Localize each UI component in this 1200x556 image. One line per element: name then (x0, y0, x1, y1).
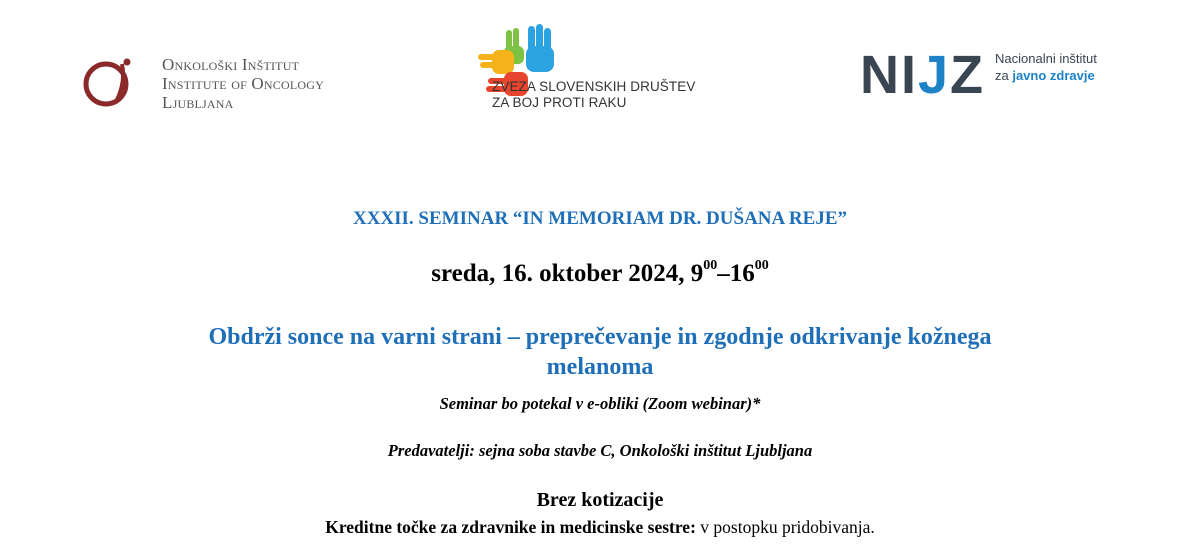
date-dash: –16 (717, 260, 755, 287)
zveza-line-2: ZA BOJ PROTI RAKU (492, 95, 627, 110)
zveza-logo (478, 22, 738, 112)
seminar-title: XXXII. SEMINAR “IN MEMORIAM DR. DUŠANA REJE” (352, 208, 848, 229)
zveza-line-1: ZVEZA SLOVENSKIH DRUŠTEV (492, 79, 696, 94)
onkoloski-institut-logo (82, 50, 382, 114)
date-prefix: sreda, 16. oktober 2024, 9 (431, 260, 704, 287)
onko-line-2: Institute of Oncology (162, 74, 324, 93)
credits-label: Kreditne točke za zdravnike in medicinske sestre: (325, 517, 696, 537)
nijz-wordmark: NIJZ (860, 45, 986, 105)
nijz-logo-text (995, 50, 1097, 84)
credits-value: v postopku pridobivanja. (695, 517, 875, 537)
seminar-date (0, 260, 1200, 288)
main-title-line-1: Obdrži sonce na varni strani – preprečevanje in zgodnje odkrivanje kožnega (208, 324, 992, 350)
start-minutes: 00 (703, 258, 718, 273)
nijz-line-1: Nacionalni inštitut (995, 51, 1097, 66)
nijz-line-2: za javno zdravje (995, 68, 1095, 83)
webinar-note: Seminar bo potekal v e-obliki (Zoom webinar)* (439, 394, 761, 413)
fee-info: Brez kotizacije (536, 489, 664, 511)
lecturers-location: Predavatelji: sejna soba stavbe C, Onkološki inštitut Ljubljana (387, 441, 813, 460)
oi-monogram-icon (82, 54, 138, 110)
main-title (0, 322, 1200, 382)
nijz-logo (860, 40, 1130, 120)
onko-line-1: Onkološki Inštitut (162, 55, 300, 74)
end-minutes: 00 (754, 258, 769, 273)
onkoloski-logo-text (162, 55, 324, 112)
credits-info (0, 517, 1200, 538)
onko-line-3: Ljubljana (162, 93, 234, 112)
main-title-line-2: melanoma (546, 354, 654, 380)
zveza-logo-text (492, 79, 695, 111)
